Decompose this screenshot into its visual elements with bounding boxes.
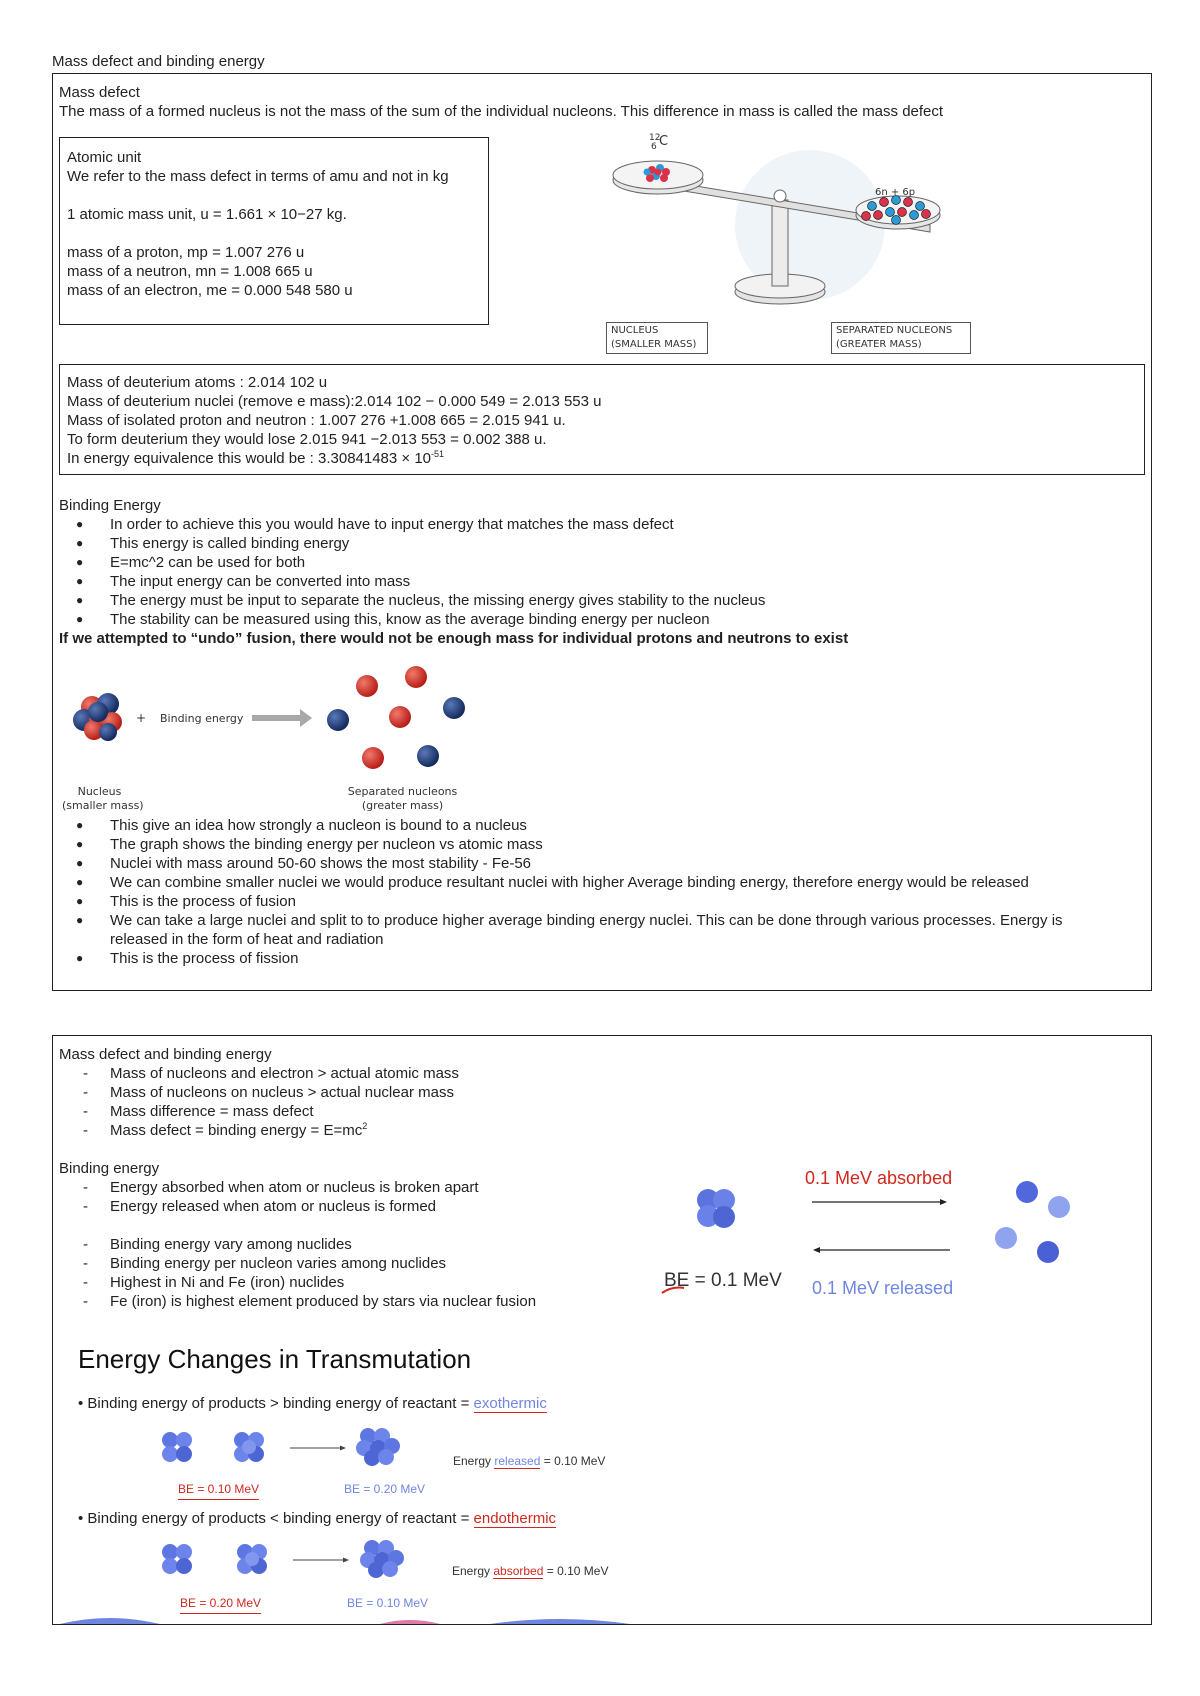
binding-energy-bullets [59, 515, 765, 629]
bullet-item: ● This is the process of fission [59, 949, 298, 968]
transmutation-title: Energy Changes in Transmutation [78, 1344, 472, 1374]
deuterium-energy-line [67, 449, 444, 468]
endothermic-rule-text: • Binding energy of products < binding energy of reactant = [78, 1510, 474, 1527]
dash-item: - Highest in Ni and Fe (iron) nuclides [59, 1273, 536, 1292]
energy-value: = 0.10 MeV [540, 1454, 606, 1468]
exothermic-word: exothermic [473, 1395, 547, 1412]
dash-item: - Mass difference = mass defect [59, 1102, 459, 1121]
atomic-unit-line: mass of a proton, mp = 1.007 276 u [67, 244, 305, 261]
bullet-item: ● This give an idea how strongly a nucleon is bound to a nucleus [59, 816, 1063, 835]
exo-be-left: BE = 0.10 MeV [178, 1480, 259, 1500]
bullet-item: ● In order to achieve this you would have to input energy that matches the mass defect [59, 515, 765, 534]
atomic-unit-line: We refer to the mass defect in terms of amu and not in kg [67, 168, 449, 185]
deuterium-line: To form deuterium they would lose 2.015 941 −2.013 553 = 0.002 388 u. [67, 431, 547, 448]
exothermic-energy [453, 1452, 605, 1471]
binding-dash-list-b [59, 1235, 536, 1311]
separated-caption-line: Separated nucleons [347, 785, 458, 798]
reactant-cluster-icon [237, 1544, 267, 1574]
mass-defect-heading: Mass defect [59, 84, 140, 101]
separated-label-line: (GREATER MASS) [836, 339, 922, 350]
endo-be-left: BE = 0.20 MeV [180, 1594, 261, 1614]
product-cluster-icon [360, 1540, 404, 1578]
endothermic-word: endothermic [473, 1510, 557, 1527]
mass-defect-dash-list [59, 1064, 459, 1140]
bullet-item: ● The stability can be measured using this, know as the average binding energy per nucleon [59, 610, 765, 629]
page-title: Mass defect and binding energy [52, 53, 265, 70]
reactant-cluster-icon [234, 1432, 264, 1462]
nucleus-label-box [606, 322, 708, 354]
bullet-item: ● The input energy can be converted into mass [59, 572, 765, 591]
deuterium-line: Mass of isolated proton and neutron : 1.007 276 +1.008 665 = 2.015 941 u. [67, 412, 566, 429]
dash-item: - Binding energy per nucleon varies among nuclides [59, 1254, 536, 1273]
energy-prefix: Energy [452, 1564, 494, 1578]
product-cluster-icon [356, 1428, 400, 1466]
separated-caption-line: (greater mass) [361, 799, 444, 812]
undo-fusion-note: If we attempted to “undo” fusion, there would not be enough mass for individual protons and neutrons to exist [59, 630, 849, 647]
atomic-unit-line: mass of a neutron, mn = 1.008 665 u [67, 263, 313, 280]
atomic-unit-line: mass of an electron, me = 0.000 548 580 u [67, 282, 353, 299]
dash-item: - Energy absorbed when atom or nucleus is broken apart [59, 1178, 479, 1197]
dash-item: - Fe (iron) is highest element produced by stars via nuclear fusion [59, 1292, 536, 1311]
plus-sign: + [136, 711, 147, 725]
nucleus-caption-line: Nucleus [77, 785, 122, 798]
reactant-cluster-icon [162, 1432, 192, 1462]
be-label: BE = 0.1 MeV [664, 1270, 782, 1291]
exothermic-rule [78, 1394, 547, 1413]
arrow-icon [252, 709, 312, 727]
nucleus-caption [62, 785, 144, 813]
binding-energy-heading: Binding Energy [59, 497, 161, 514]
emc-text: Mass defect = binding energy = E=mc [110, 1122, 363, 1139]
bullet-item: ● The energy must be input to separate the nucleus, the missing energy gives stability to the nucleus [59, 591, 765, 610]
atomic-unit-title: Atomic unit [67, 149, 142, 166]
nucleus-caption-line: (smaller mass) [62, 799, 144, 812]
dash-item [59, 1121, 459, 1140]
fission-bullet [59, 949, 298, 968]
endothermic-diagram [150, 1534, 440, 1582]
mass-defect-intro: The mass of a formed nucleus is not the mass of the sum of the individual nucleons. This difference in mass is called the mass defect [59, 103, 944, 120]
energy-exponent: -51 [431, 449, 445, 459]
nucleus-icon [73, 693, 122, 741]
energy-prefix: Energy [453, 1454, 495, 1468]
separated-label-line: SEPARATED NUCLEONS [836, 325, 953, 336]
nucleus-label-line: (SMALLER MASS) [611, 339, 697, 350]
isotope-atomic-number: 6 [651, 142, 657, 152]
energy-equivalence-text: In energy equivalence this would be : 3.30841483 × 10 [67, 450, 432, 467]
bullet-continuation: released in the form of heat and radiation [110, 931, 384, 948]
endothermic-energy [452, 1562, 608, 1581]
exothermic-diagram [150, 1422, 440, 1470]
bullet-item: ● We can take a large nuclei and split to to produce higher average binding energy nuclei. This can be done through various processes. Energy is [59, 911, 1063, 930]
energy-value: = 0.10 MeV [543, 1564, 609, 1578]
bound-nucleons-icon [697, 1189, 735, 1228]
isotope-symbol: C [659, 134, 669, 149]
bullet-item: ● We can combine smaller nuclei we would produce resultant nuclei with higher Average binding energy, therefore energy would be released [59, 873, 1063, 892]
dash-item: - Mass of nucleons and electron > actual atomic mass [59, 1064, 459, 1083]
released-word: released [494, 1454, 541, 1468]
separated-caption [345, 785, 460, 813]
nucleus-label-line: NUCLEUS [611, 325, 659, 336]
binding-energy-more-bullets [59, 816, 1063, 930]
binding-energy-heading-2: Binding energy [59, 1160, 160, 1177]
mev-absorbed-label: 0.1 MeV absorbed [805, 1168, 953, 1188]
bullet-item: ● This is the process of fusion [59, 892, 1063, 911]
atomic-unit-line: 1 atomic mass unit, u = 1.661 × 10−27 kg. [67, 206, 347, 223]
cropped-decoration [60, 1608, 630, 1624]
binding-energy-label: Binding energy [160, 712, 244, 725]
deuterium-line: Mass of deuterium atoms : 2.014 102 u [67, 374, 328, 391]
separated-label-box [831, 322, 971, 354]
squared-exponent: 2 [362, 1121, 368, 1131]
dash-item: - Mass of nucleons on nucleus > actual nuclear mass [59, 1083, 459, 1102]
scale-right-label: 6n + 6p [875, 187, 916, 198]
absorbed-word: absorbed [493, 1564, 544, 1578]
isotope-mass-number: 12 [649, 133, 661, 143]
mev-released-label: 0.1 MeV released [812, 1278, 954, 1298]
free-nucleons-icon [995, 1181, 1070, 1263]
binding-dash-list-a [59, 1178, 479, 1216]
exothermic-rule-text: • Binding energy of products > binding energy of reactant = [78, 1395, 474, 1412]
bullet-item: ● Nuclei with mass around 50-60 shows the most stability - Fe-56 [59, 854, 1063, 873]
section-2-heading: Mass defect and binding energy [59, 1046, 272, 1063]
bullet-item: ● This energy is called binding energy [59, 534, 765, 553]
bullet-item: ● E=mc^2 can be used for both [59, 553, 765, 572]
bullet-item: ● The graph shows the binding energy per nucleon vs atomic mass [59, 835, 1063, 854]
nucleon-diagram [60, 660, 480, 770]
dash-item: - Binding energy vary among nuclides [59, 1235, 536, 1254]
reactant-cluster-icon [162, 1544, 192, 1574]
endothermic-rule [78, 1509, 556, 1528]
exo-be-right: BE = 0.20 MeV [344, 1482, 426, 1496]
dash-item: - Energy released when atom or nucleus is formed [59, 1197, 479, 1216]
endo-be-right: BE = 0.10 MeV [347, 1596, 429, 1610]
deuterium-line: Mass of deuterium nuclei (remove e mass):2.014 102 − 0.000 549 = 2.013 553 u [67, 393, 602, 410]
